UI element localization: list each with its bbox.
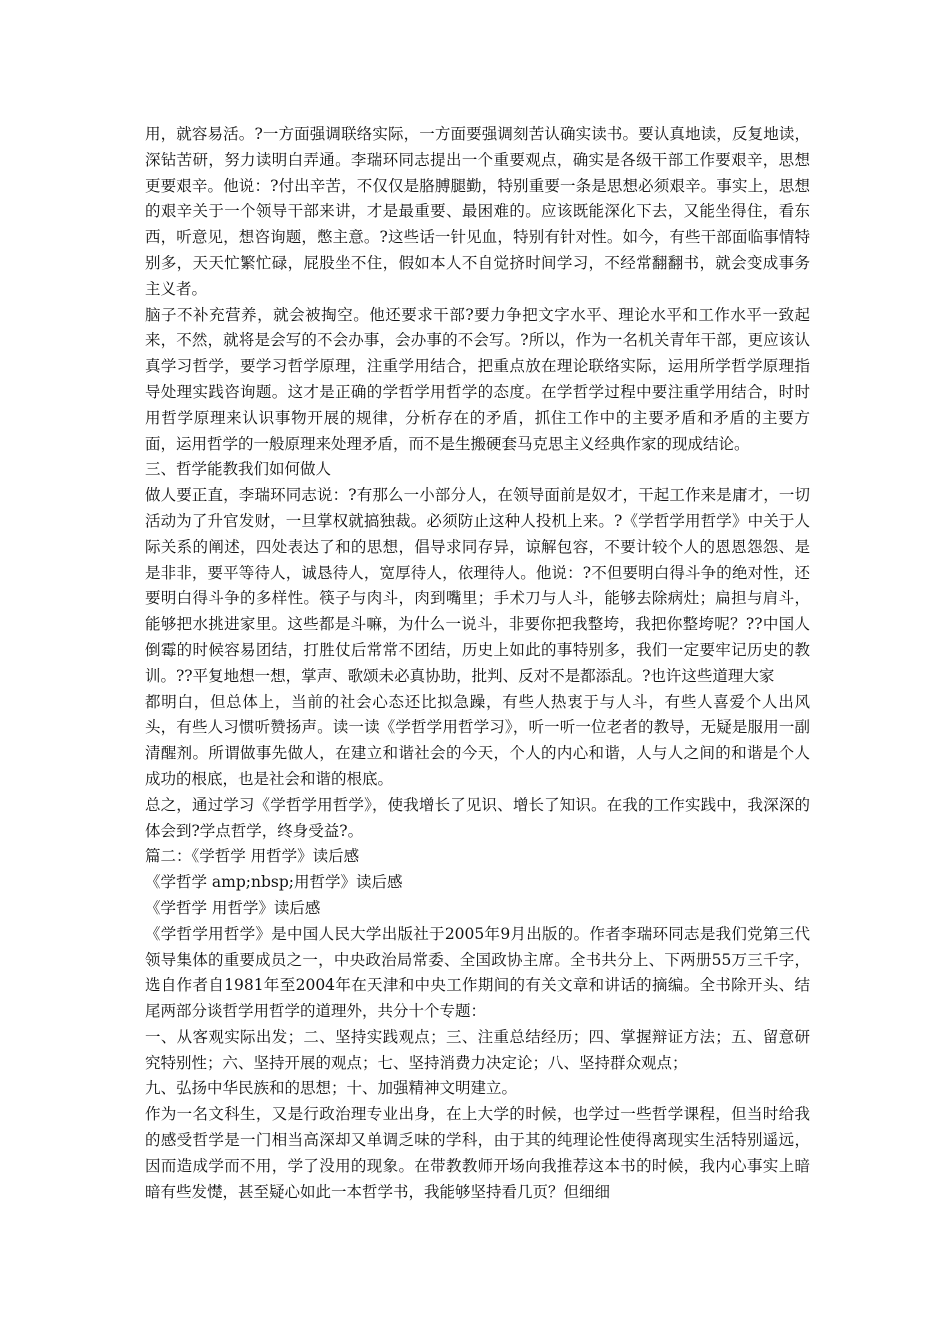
section-heading-3: 三、哲学能教我们如何做人 — [145, 460, 332, 479]
body-paragraph-1: 用，就容易活。?一方面强调联络实际，一方面要强调刻苦认确实读书。要认真地读，反复地读，深钻苦研，努力读明白弄通。李瑞环同志提出一个重要观点，确实是各级干部工作要艰辛，思想更要艰辛。他说：?付出辛苦，不仅仅是胳膊腿勤，特别重要一条是思想必须艰辛。事实上，思想的艰辛关于一个领导干部来讲，才是最重要、最困难的。应该既能深化下去，又能坐得住，看东西，听意见，想咨询题，憋主意。?这些话一针见血，特别有针对性。如今，有些干部面临事情特别多，天天忙繁忙碌，屁股坐不住，假如本人不自觉挤时间学习，不经常翻翻书，就会变成事务主义者。 — [145, 125, 810, 298]
topic-list-1: 一、从客观实际出发；二、坚持实践观点；三、注重总结经历；四、掌握辩证方法；五、留意研究特别性；六、坚持开展的观点；七、坚持消费力决定论；八、坚持群众观点； — [145, 1027, 810, 1072]
body-paragraph-intro: 《学哲学用哲学》是中国人民大学出版社于2005年9月出版的。作者李瑞环同志是我们党第三代领导集体的重要成员之一，中央政治局常委、全国政协主席。全书共分上、下两册55万三千字，选自作者自1981年至2004年在天津和中央工作期间的有关文章和讲话的摘编。全书除开头、结尾两部分谈哲学用哲学的道理外，共分十个专题： — [145, 924, 810, 1021]
body-paragraph-2: 脑子不补充营养，就会被掏空。他还要求干部?要力争把文字水平、理论水平和工作水平一致起来，不然，就将是会写的不会办事，会办事的不会写。?所以，作为一名机关青年干部，更应该认真学习哲学，要学习哲学原理，注重学用结合，把重点放在理论联络实际，运用所学哲学原理指导处理实践咨询题。这才是正确的学哲学用哲学的态度。在学哲学过程中要注重学用结合，时时用哲学原理来认识事物开展的规律，分析存在的矛盾，抓住工作中的主要矛盾和矛盾的主要方面，运用哲学的一般原理来处理矛盾，而不是生搬硬套马克思主义经典作家的现成结论。 — [145, 305, 810, 453]
article-two-title: 篇二：《学哲学 用哲学》读后感 — [145, 847, 360, 866]
subtitle-line-1: 《学哲学 amp;nbsp;用哲学》读后感 — [145, 873, 403, 892]
body-paragraph-reflection: 作为一名文科生，又是行政治理专业出身，在上大学的时候，也学过一些哲学课程，但当时给我的感受哲学是一门相当高深却又单调乏味的学科，由于其的纯理论性使得离现实生活特别遥远，因而造成学而不用，学了没用的现象。在带教教师开场向我推荐这本书的时候，我内心事实上暗暗有些发憷，甚至疑心如此一本哲学书，我能够坚持看几页？但细细 — [145, 1105, 810, 1201]
topic-list-2: 九、弘扬中华民族和的思想；十、加强精神文明建立。 — [145, 1079, 518, 1098]
body-paragraph-5: 都明白，但总体上，当前的社会心态还比拟急躁，有些人热衷于与人斗，有些人喜爱个人出风头，有些人习惯听赞扬声。读一读《学哲学用哲学习》，听一听一位老者的教导，无疑是服用一副清醒剂。所谓做事先做人，在建立和谐社会的今天，个人的内心和谐，人与人之间的和谐是个人成功的根底，也是社会和谐的根底。 — [145, 692, 810, 788]
document-page — [145, 122, 810, 1205]
body-paragraph-conclusion: 总之，通过学习《学哲学用哲学》，使我增长了见识、增长了知识。在我的工作实践中，我深深的体会到?学点哲学，终身受益?。 — [145, 795, 810, 840]
subtitle-line-2: 《学哲学 用哲学》读后感 — [145, 898, 321, 917]
body-paragraph-4: 做人要正直，李瑞环同志说：?有那么一小部分人，在领导面前是奴才，干起工作来是庸才，一切活动为了升官发财，一旦掌权就搞独裁。必须防止这种人投机上来。?《学哲学用哲学》中关于人际关系的阐述，四处表达了和的思想，倡导求同存异，谅解包容，不要计较个人的恩恩怨怨、是是非非，要平等待人，诚恳待人，宽厚待人，依理待人。他说：?不但要明白得斗争的绝对性，还要明白得斗争的多样性。筷子与肉斗，肉到嘴里；手术刀与人斗，能够去除病灶；扁担与肩斗，能够把水挑进家里。这些都是斗嘛，为什么一说斗，非要你把我整垮，我把你整垮呢？??中国人倒霉的时候容易团结，打胜仗后常常不团结，历史上如此的事特别多，我们一定要牢记历史的教训。??平复地想一想，掌声、歌颂未必真协助，批判、反对不是都添乱。?也许这些道理大家 — [145, 486, 810, 685]
